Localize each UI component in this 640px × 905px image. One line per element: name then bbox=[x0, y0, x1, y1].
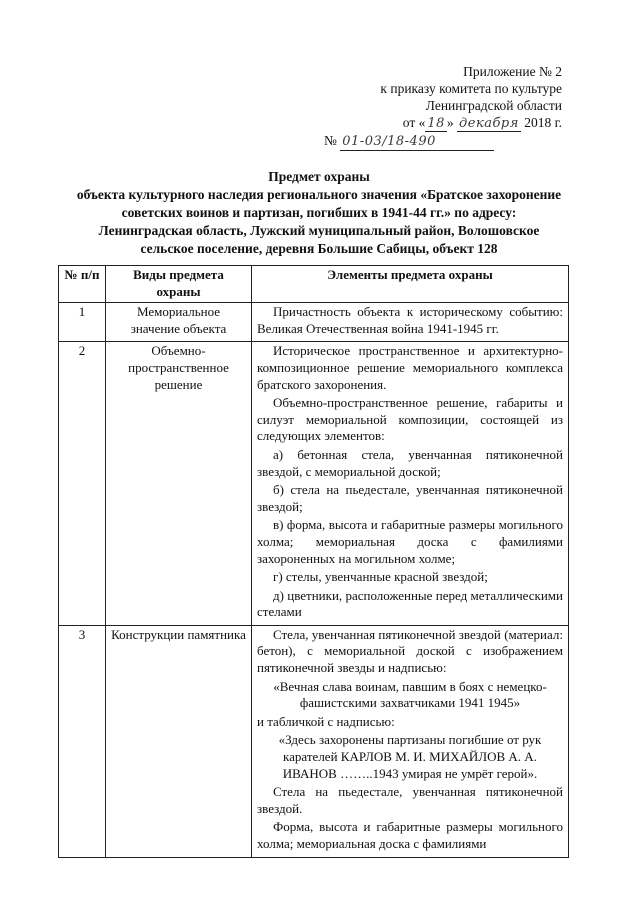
row-paragraph: б) стела на пьедестале, увенчанная пятиконечной звездой; bbox=[257, 482, 563, 514]
inscription-quote: «Вечная слава воинам, павшим в боях с немецко-фашистскими захватчиками 1941 1945» bbox=[273, 678, 547, 711]
table-row bbox=[59, 303, 569, 342]
row-paragraph: и табличкой с надписью: bbox=[257, 713, 395, 729]
heading-line: советских воинов и партизан, погибших в 1941-44 гг.» по адресу: bbox=[121, 205, 517, 220]
heading-line: сельское поселение, деревня Большие Сабицы, объект 128 bbox=[140, 241, 498, 256]
row-paragraph: Стела, увенчанная пятиконечной звездой (материал: бетон), с мемориальной доской с изображением пятиконечной звезды и надписью: bbox=[257, 626, 563, 676]
appendix-number: № 01-03/18-490 bbox=[302, 132, 562, 151]
order-number: 01-03/18-490 bbox=[340, 133, 494, 151]
table-row bbox=[59, 625, 569, 857]
appendix-block bbox=[302, 63, 562, 151]
table-row bbox=[59, 342, 569, 626]
date-month: декабря bbox=[459, 116, 519, 131]
appendix-region: Ленинградской области bbox=[425, 98, 562, 113]
appendix-order-ref: к приказу комитета по культуре bbox=[380, 81, 562, 96]
row-paragraph: Стела на пьедестале, увенчанная пятиконечной звездой. bbox=[257, 784, 563, 816]
appendix-title: Приложение № 2 bbox=[463, 64, 562, 79]
heading-line: объекта культурного наследия регионального значения «Братское захоронение bbox=[76, 187, 562, 202]
heading-title: Предмет охраны bbox=[268, 169, 370, 184]
row-num: 1 bbox=[59, 303, 106, 342]
row-paragraph: Причастность объекта к историческому событию: Великая Отечественная война 1941-1945 гг. bbox=[257, 304, 563, 336]
row-paragraph: д) цветники, расположенные перед металлическими стелами bbox=[257, 587, 563, 620]
row-num: 3 bbox=[59, 625, 106, 857]
header-num: № п/п bbox=[59, 266, 106, 303]
inscription-quote: «Здесь захоронены партизаны погибшие от рук карателей КАРЛОВ М. И. МИХАЙЛОВ А. А. ИВАНОВ ……..1943 умирая не умрёт герой». bbox=[278, 732, 542, 781]
heading-line: Ленинградская область, Лужский муниципальный район, Волошовское bbox=[98, 223, 540, 238]
row-paragraph: Историческое пространственное и архитектурно-композиционное решение мемориального комплекса братского захоронения. bbox=[257, 343, 563, 392]
row-elements bbox=[252, 303, 569, 342]
protection-subject-table bbox=[58, 265, 569, 858]
row-paragraph: Объемно-пространственное решение, габариты и силуэт мемориальной композиции, состоящей из следующих элементов: bbox=[257, 395, 563, 444]
row-elements bbox=[252, 625, 569, 857]
appendix-date: от « 18 » декабря 2018 г. bbox=[402, 115, 562, 131]
header-kind: Виды предмета охраны bbox=[106, 266, 252, 303]
table-header-row bbox=[59, 266, 569, 303]
row-kind: Объемно-пространственное решение bbox=[106, 342, 252, 626]
row-kind: Конструкции памятника bbox=[106, 625, 252, 857]
date-year: 2018 г. bbox=[524, 115, 562, 130]
date-day: 18 bbox=[427, 116, 445, 131]
row-paragraph: Форма, высота и габаритные размеры могильного холма; мемориальная доска с фамилиями bbox=[257, 819, 563, 851]
row-paragraph: в) форма, высота и габаритные размеры могильного холма; мемориальная доска с фамилиями захороненных на могильном холме; bbox=[257, 517, 563, 566]
header-elements: Элементы предмета охраны bbox=[252, 266, 569, 303]
row-paragraph: а) бетонная стела, увенчанная пятиконечной звездой, с мемориальной доской; bbox=[257, 446, 563, 479]
document-heading bbox=[58, 168, 580, 258]
row-kind: Мемориальное значение объекта bbox=[106, 303, 252, 342]
row-num: 2 bbox=[59, 342, 106, 626]
row-elements bbox=[252, 342, 569, 626]
row-paragraph: г) стелы, увенчанные красной звездой; bbox=[273, 569, 488, 585]
